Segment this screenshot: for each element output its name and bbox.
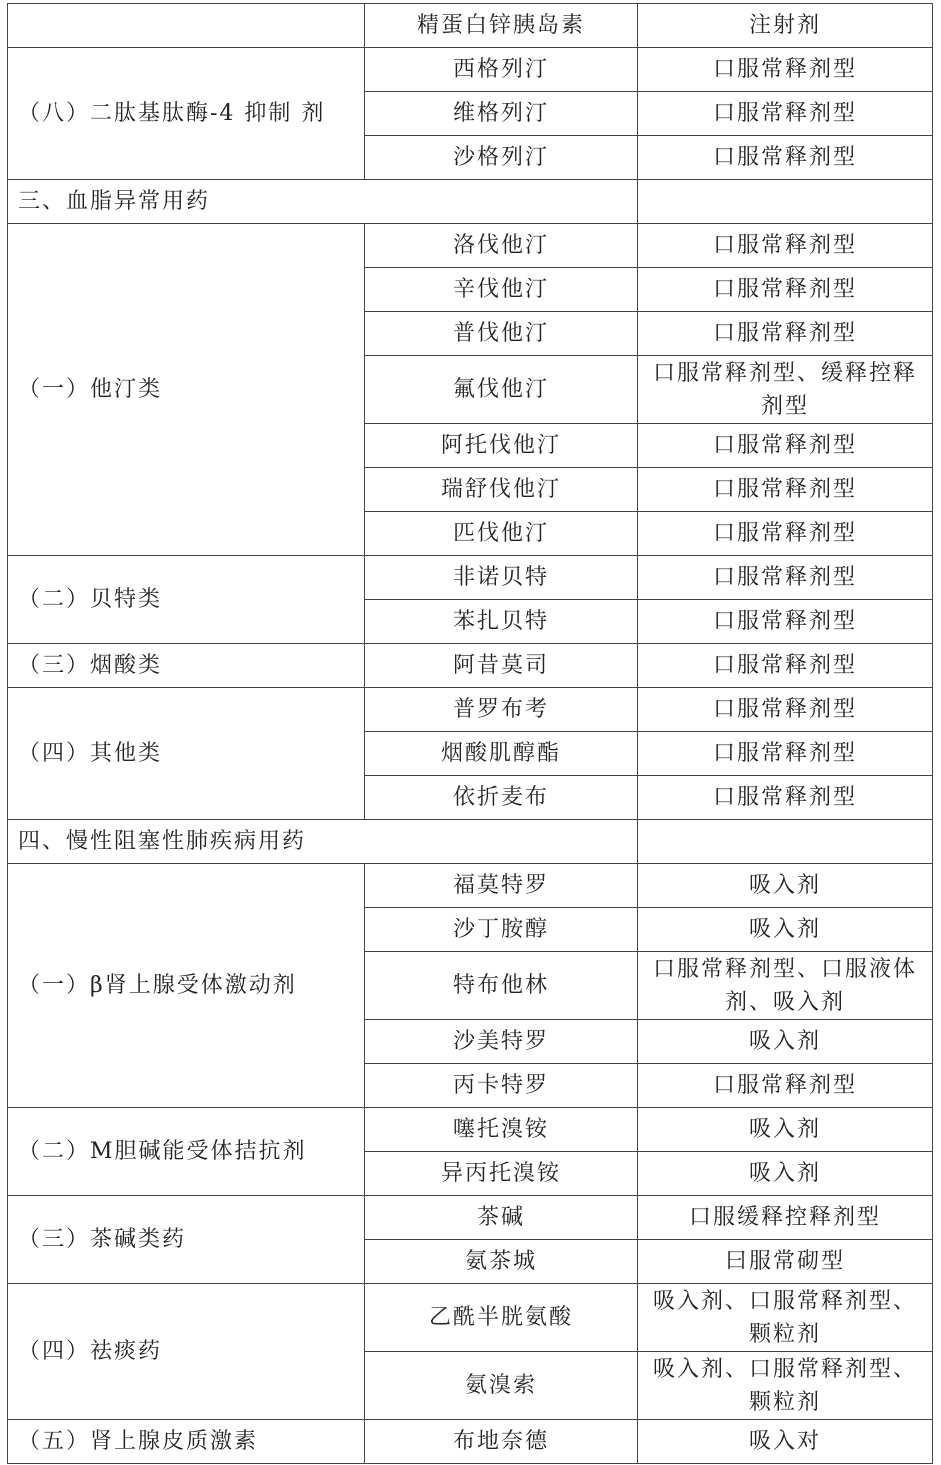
- drug-name-cell: 精蛋白锌胰岛素: [365, 4, 638, 48]
- dosage-form-cell: 口服常释剂型: [638, 468, 933, 512]
- drug-name-cell: 特布他林: [365, 952, 638, 1020]
- drug-name-cell: 普罗布考: [365, 688, 638, 732]
- drug-name-cell: 烟酸肌醇酯: [365, 732, 638, 776]
- dosage-form-cell: 口服常释剂型: [638, 268, 933, 312]
- section-row: [8, 820, 933, 864]
- section-heading: 四、慢性阻塞性肺疾病用药: [8, 820, 638, 864]
- category-cell: （四）祛痰药: [8, 1284, 365, 1420]
- drug-name-cell: 西格列汀: [365, 48, 638, 92]
- dosage-form-cell: 吸入剂、口服常释剂型、颗粒剂: [638, 1284, 933, 1352]
- dosage-form-cell: 口服常释剂型: [638, 600, 933, 644]
- category-cell: （三）烟酸类: [8, 644, 365, 688]
- dosage-form-cell: 口服常释剂型: [638, 312, 933, 356]
- empty-cell: [638, 820, 933, 864]
- category-cell: （五）肾上腺皮质激素: [8, 1420, 365, 1464]
- drug-name-cell: 沙格列汀: [365, 136, 638, 180]
- table-row: [8, 224, 933, 268]
- drug-name-cell: 异丙托溴铵: [365, 1152, 638, 1196]
- section-row: [8, 180, 933, 224]
- dosage-form-cell: 口服常释剂型: [638, 556, 933, 600]
- dosage-form-cell: 口服常释剂型、缓释控释剂型: [638, 356, 933, 424]
- category-cell: （八）二肽基肽酶-4 抑制 剂: [8, 48, 365, 180]
- empty-cell: [638, 180, 933, 224]
- category-cell: [8, 4, 365, 48]
- drug-name-cell: 沙美特罗: [365, 1020, 638, 1064]
- drug-name-cell: 阿昔莫司: [365, 644, 638, 688]
- dosage-form-cell: 吸入剂: [638, 1108, 933, 1152]
- dosage-form-cell: 吸入剂、口服常释剂型、颗粒剂: [638, 1352, 933, 1420]
- table-row: [8, 4, 933, 48]
- dosage-form-cell: 口服常释剂型: [638, 224, 933, 268]
- dosage-form-cell: 口服常释剂型: [638, 424, 933, 468]
- drug-name-cell: 维格列汀: [365, 92, 638, 136]
- dosage-form-cell: 曰服常砌型: [638, 1240, 933, 1284]
- drug-name-cell: 瑞舒伐他汀: [365, 468, 638, 512]
- dosage-form-cell: 注射剂: [638, 4, 933, 48]
- drug-name-cell: 洛伐他汀: [365, 224, 638, 268]
- category-cell: （二）贝特类: [8, 556, 365, 644]
- drug-name-cell: 非诺贝特: [365, 556, 638, 600]
- table-row: [8, 864, 933, 908]
- drug-name-cell: 氨溴索: [365, 1352, 638, 1420]
- drug-name-cell: 普伐他汀: [365, 312, 638, 356]
- drug-name-cell: 辛伐他汀: [365, 268, 638, 312]
- dosage-form-cell: 口服常释剂型: [638, 732, 933, 776]
- dosage-form-cell: 口服常释剂型: [638, 644, 933, 688]
- table-row: [8, 556, 933, 600]
- drug-name-cell: 乙酰半胱氨酸: [365, 1284, 638, 1352]
- category-cell: （四）其他类: [8, 688, 365, 820]
- dosage-form-cell: 口服常释剂型: [638, 776, 933, 820]
- dosage-form-cell: 吸入剂: [638, 1020, 933, 1064]
- section-heading: 三、血脂异常用药: [8, 180, 638, 224]
- drug-name-cell: 依折麦布: [365, 776, 638, 820]
- table-row: [8, 688, 933, 732]
- category-cell: （一）他汀类: [8, 224, 365, 556]
- table-row: [8, 48, 933, 92]
- drug-name-cell: 丙卡特罗: [365, 1064, 638, 1108]
- category-cell: （一）β肾上腺受体激动剂: [8, 864, 365, 1108]
- dosage-form-cell: 吸入剂: [638, 1152, 933, 1196]
- dosage-form-cell: 口服常释剂型: [638, 48, 933, 92]
- drug-name-cell: 匹伐他汀: [365, 512, 638, 556]
- drug-name-cell: 茶碱: [365, 1196, 638, 1240]
- drug-name-cell: 氨茶城: [365, 1240, 638, 1284]
- drug-name-cell: 氟伐他汀: [365, 356, 638, 424]
- category-cell: （二）M胆碱能受体拮抗剂: [8, 1108, 365, 1196]
- dosage-form-cell: 吸入剂: [638, 908, 933, 952]
- drug-name-cell: 福莫特罗: [365, 864, 638, 908]
- dosage-form-cell: 吸入剂: [638, 864, 933, 908]
- drug-name-cell: 沙丁胺醇: [365, 908, 638, 952]
- table-row: [8, 1108, 933, 1152]
- dosage-form-cell: 口服常释剂型: [638, 136, 933, 180]
- dosage-form-cell: 口服常释剂型: [638, 688, 933, 732]
- dosage-form-cell: 口服缓释控释剂型: [638, 1196, 933, 1240]
- drug-list-table: [7, 3, 933, 1464]
- dosage-form-cell: 吸入对: [638, 1420, 933, 1464]
- table-row: [8, 1284, 933, 1352]
- dosage-form-cell: 口服常释剂型: [638, 512, 933, 556]
- table-body: [8, 4, 933, 1464]
- drug-name-cell: 苯扎贝特: [365, 600, 638, 644]
- table-row: [8, 644, 933, 688]
- drug-name-cell: 阿托伐他汀: [365, 424, 638, 468]
- table-row: [8, 1196, 933, 1240]
- category-cell: （三）茶碱类药: [8, 1196, 365, 1284]
- dosage-form-cell: 口服常释剂型: [638, 1064, 933, 1108]
- table-row: [8, 1420, 933, 1464]
- drug-name-cell: 布地奈德: [365, 1420, 638, 1464]
- drug-name-cell: 噻托溴铵: [365, 1108, 638, 1152]
- dosage-form-cell: 口服常释剂型、口服液体剂、吸入剂: [638, 952, 933, 1020]
- dosage-form-cell: 口服常释剂型: [638, 92, 933, 136]
